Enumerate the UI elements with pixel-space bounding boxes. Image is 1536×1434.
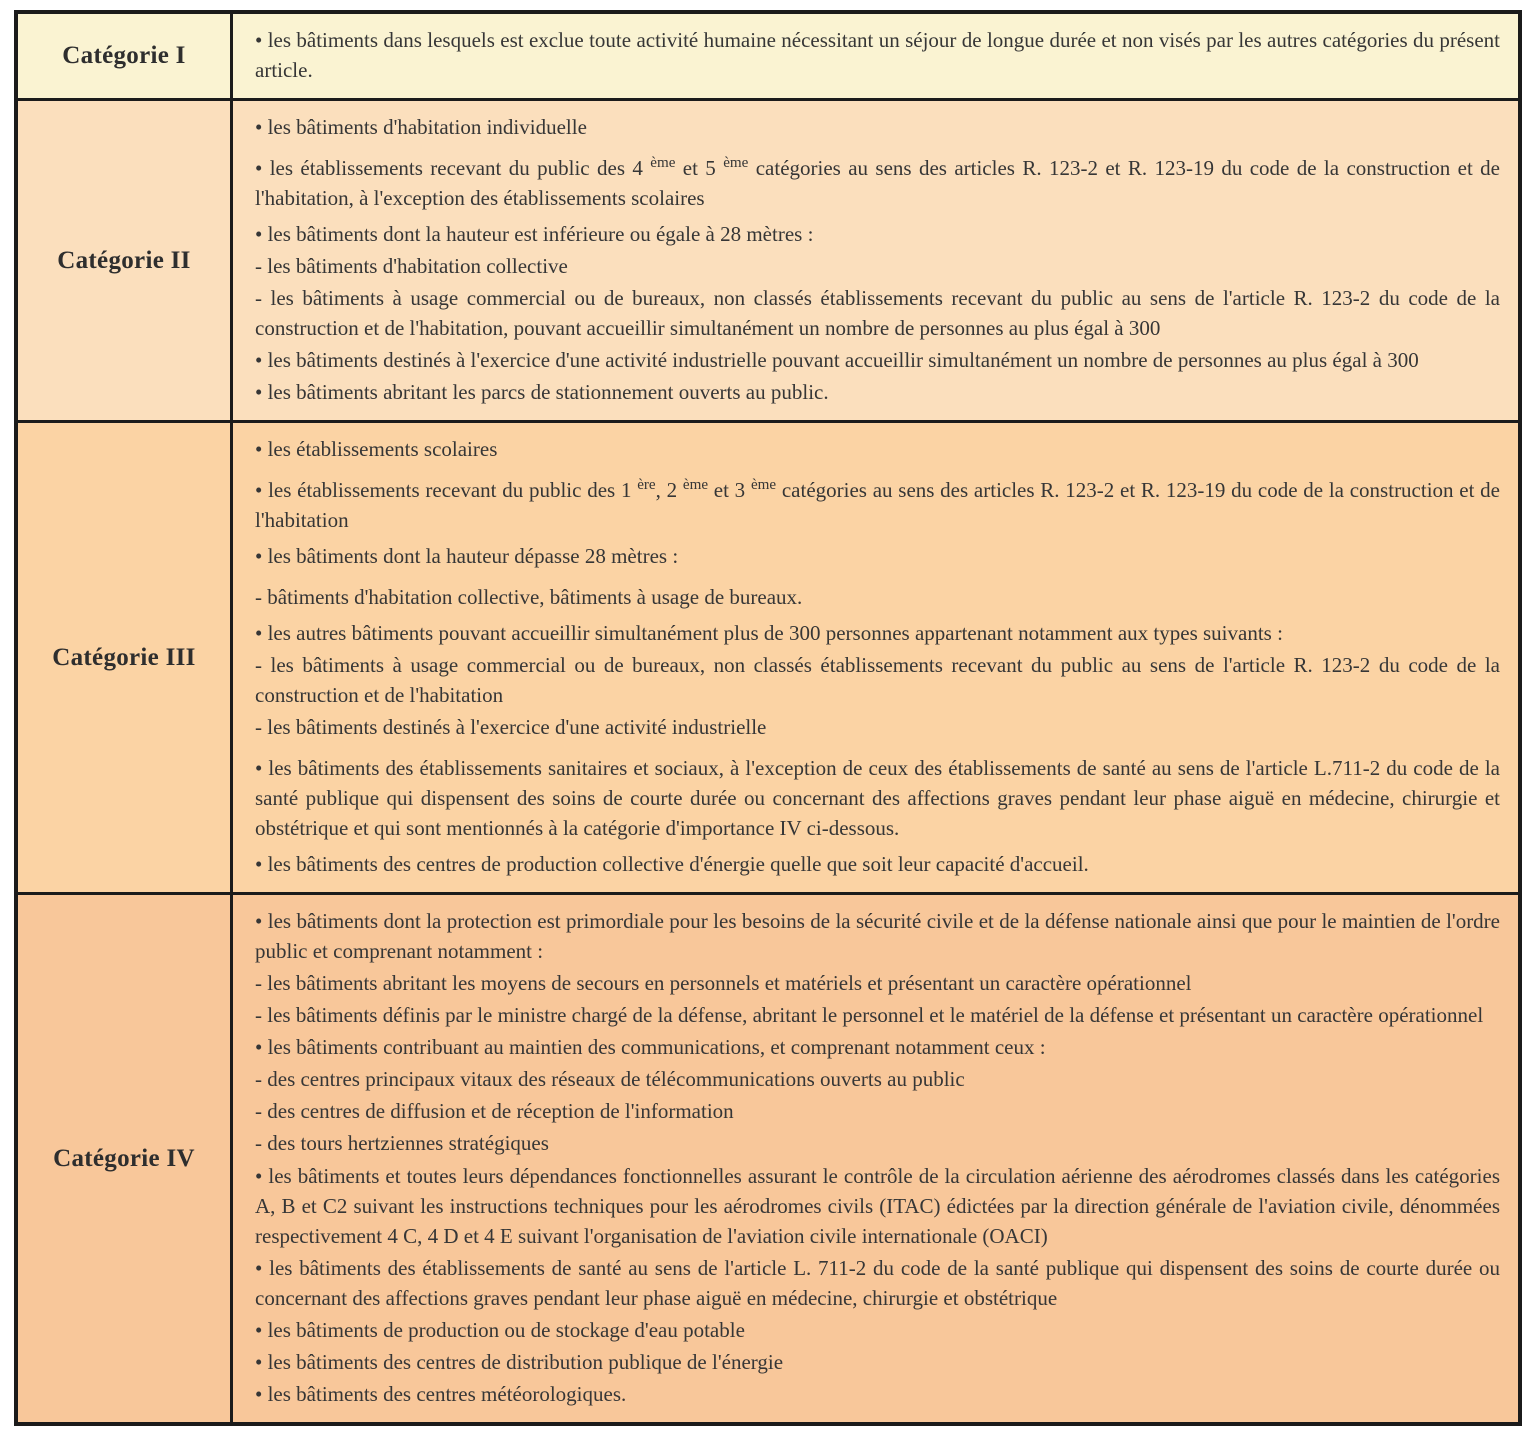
list-item: • les bâtiments et toutes leurs dépendances fonctionnelles assurant le contrôle de la circulation aérienne des aérodromes classés dans les catégories A, B et C2 suivant les instructions techniques pour les aérodromes civils (ITAC) édictées par la direction générale de l'aviation civile, dénommées respectivement 4 C, 4 D et 4 E suivant l'organisation de l'aviation civile internationale (OACI) [255,1163,1500,1248]
list-item: • les bâtiments de production ou de stockage d'eau potable [255,1317,745,1342]
list-item: • les bâtiments abritant les parcs de stationnement ouverts au public. [255,380,829,405]
list-item: - des centres principaux vitaux des réseaux de télécommunications ouverts au public [255,1067,965,1092]
list-item: • les bâtiments des centres de distribution publique de l'énergie [255,1349,784,1374]
building-categories-table [14,10,1522,1426]
category-2-label: Catégorie II [57,246,191,274]
category-3-label-cell [18,423,233,892]
table-row-categorie-3 [18,420,1518,892]
list-item: - les bâtiments définis par le ministre chargé de la défense, abritant le personnel et le matériel de la défense et présentant un caractère opérationnel [255,1003,1484,1028]
table-row-categorie-1 [18,14,1518,98]
table-row-categorie-2 [18,98,1518,420]
list-item: - les bâtiments d'habitation collective [255,254,568,279]
list-item: • les établissements recevant du public des 1 $^{ère}$, 2 $^{ème}$ et 3 $^{ème}$ catégories au sens des articles R. 123-2 et R. 123-19 du code de la construction et de l'habitation [255,477,1501,533]
list-item: • les bâtiments des centres de production collective d'énergie quelle que soit leur capacité d'accueil. [255,852,1089,877]
list-item: • les établissements scolaires [255,437,498,462]
list-item: • les bâtiments contribuant au maintien des communications, et comprenant notamment ceux : [255,1035,1046,1060]
list-item: • les bâtiments d'habitation individuelle [255,115,587,140]
category-1-label-cell [18,14,233,98]
list-item: - bâtiments d'habitation collective, bâtiments à usage de bureaux. [255,585,803,610]
list-item: - des tours hertziennes stratégiques [255,1131,549,1156]
list-item: - des centres de diffusion et de réception de l'information [255,1099,734,1124]
list-item: - les bâtiments à usage commercial ou de bureaux, non classés établissements recevant du public au sens de l'article R. 123-2 du code de la construction et de l'habitation, pouvant accueillir simultanément un nombre de personnes au plus égal à 300 [255,286,1500,341]
list-item: • les bâtiments dont la hauteur est inférieure ou égale à 28 mètres : [255,222,814,247]
category-4-label-cell [18,895,233,1421]
list-item: • les bâtiments destinés à l'exercice d'une activité industrielle pouvant accueillir simultanément un nombre de personnes au plus égal à 300 [255,348,1419,373]
table-row-categorie-4 [18,892,1518,1421]
category-4-content-cell [233,895,1518,1421]
category-2-content-cell [233,101,1518,420]
list-item: • les autres bâtiments pouvant accueillir simultanément plus de 300 personnes appartenant notamment aux types suivants : [255,621,1283,646]
list-item: • les bâtiments dans lesquels est exclue toute activité humaine nécessitant un séjour de longue durée et non visés par les autres catégories du présent article. [255,28,1500,83]
category-4-label: Catégorie IV [53,1144,195,1172]
category-1-content-cell [233,14,1518,98]
category-2-label-cell [18,101,233,420]
list-item: - les bâtiments abritant les moyens de secours en personnels et matériels et présentant un caractère opérationnel [255,971,1192,996]
list-item: • les bâtiments des centres météorologiques. [255,1381,627,1406]
list-item: • les bâtiments dont la protection est primordiale pour les besoins de la sécurité civile et de la défense nationale ainsi que pour le maintien de l'ordre public et comprenant notamment : [255,909,1500,964]
list-item: • les bâtiments des établissements sanitaires et sociaux, à l'exception de ceux des établissements de santé au sens de l'article L.711-2 du code de la santé publique qui dispensent des soins de courte durée ou concernant des affections graves pendant leur phase aiguë en médecine, chirurgie et obstétrique et qui sont mentionnés à la catégorie d'importance IV ci-dessous. [255,756,1500,841]
list-item: • les bâtiments dont la hauteur dépasse 28 mètres : [255,544,679,569]
category-3-content-cell [233,423,1518,892]
list-item: - les bâtiments à usage commercial ou de bureaux, non classés établissements recevant du public au sens de l'article R. 123-2 du code de la construction et de l'habitation [255,653,1500,708]
list-item: - les bâtiments destinés à l'exercice d'une activité industrielle [255,715,767,740]
category-3-label: Catégorie III [52,643,196,671]
category-1-label: Catégorie I [62,42,186,70]
list-item: • les bâtiments des établissements de santé au sens de l'article L. 711-2 du code de la santé publique qui dispensent des soins de courte durée ou concernant des affections graves pendant leur phase aiguë en médecine, chirurgie et obstétrique [255,1255,1500,1310]
list-item: • les établissements recevant du public des 4 $^{ème}$ et 5 $^{ème}$ catégories au sens des articles R. 123-2 et R. 123-19 du code de la construction et de l'habitation, à l'exception des établissements scolaires [255,155,1500,211]
